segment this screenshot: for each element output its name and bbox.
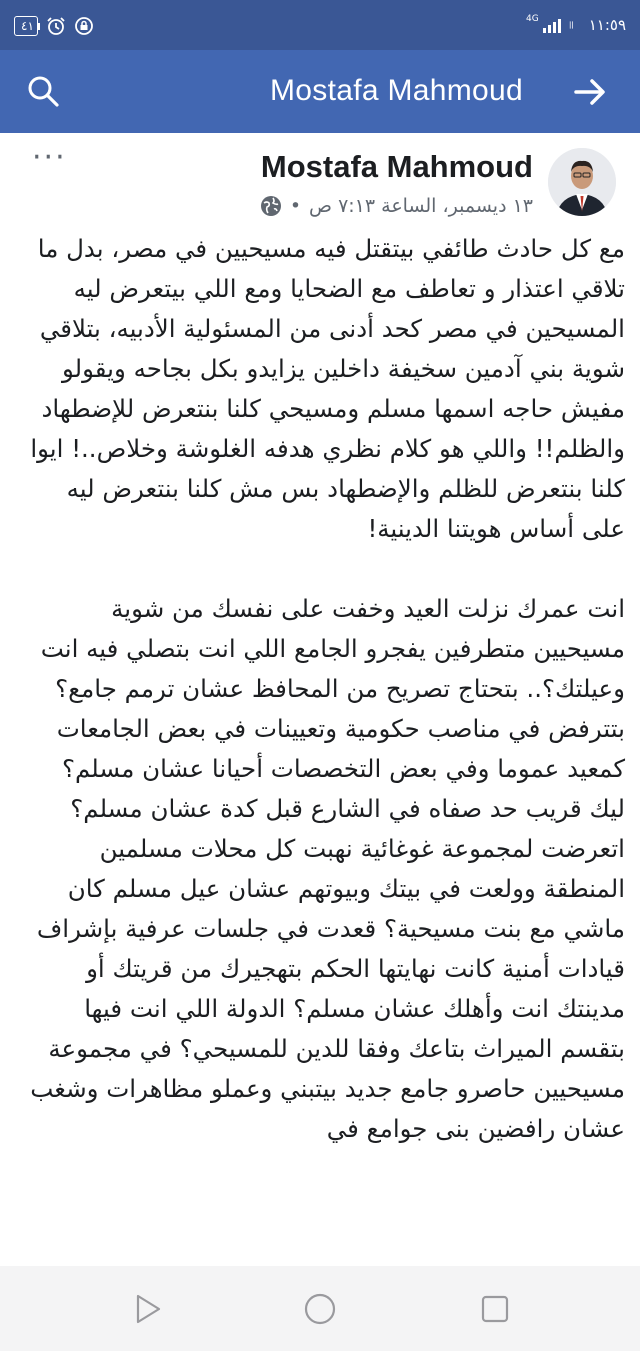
- post-body: [20, 229, 625, 1189]
- battery-level: ٤١: [21, 18, 34, 33]
- more-options-button[interactable]: ···: [32, 140, 67, 175]
- network-type: 4G: [526, 14, 539, 24]
- post-paragraph: انت عمرك نزلت العيد وخفت على نفسك من شوية مسيحيين متطرفين يفجرو الجامع اللي انت بتصلي فيه انت وعيلتك؟.. بتحتاج تصريح من المحافظ عشان ترمم جامع؟ بتترفض في مناصب حكومية وتعيينات في بعض الجامعات كمعيد عموما وفي بعض التخصصات أحيانا عشان مسلم؟ ليك قريب حد صفاه في الشارع قبل كدة عشان مسلم؟ اتعرضت لمجموعة غوغائية نهبت كل محلات مسلمين المنطقة وولعت في بيتك وبيوتهم عشان عيل مسلم كان ماشي مع بنت مسيحية؟ قعدت في جلسات عرفية بإشراف قيادات أمنية كانت نهايتها الحكم بتهجيرك من قريتك أو مدينتك انت وأهلك عشان مسلم؟ الدولة اللي انت فيها بتقسم الميراث بتاعك وفقا للدين للمسيحي؟ في مجموعة مسيحيين حاصرو جامع جديد بيتبني وعملو مظاهرات وشغب عشان رافضين بنى جوامع في: [30, 594, 625, 1143]
- meta-separator: •: [289, 195, 302, 217]
- post-card: [0, 133, 640, 1266]
- status-right-icons: [526, 15, 626, 35]
- back-triangle-icon[interactable]: [130, 1292, 164, 1326]
- avatar-image: [548, 148, 616, 216]
- home-circle-icon[interactable]: [303, 1292, 337, 1326]
- post-author-name[interactable]: Mostafa Mahmoud: [260, 149, 533, 184]
- arrow-right-icon[interactable]: [570, 72, 610, 112]
- clock: ١١:٥٩: [588, 16, 626, 34]
- recents-square-icon[interactable]: [478, 1292, 512, 1326]
- battery-icon: [14, 16, 38, 36]
- author-avatar[interactable]: [548, 148, 616, 216]
- lock-rotation-icon: [74, 16, 94, 36]
- app-header: [0, 50, 640, 133]
- status-left-icons: [14, 16, 94, 36]
- globe-icon: [260, 195, 282, 217]
- signal-icon: [543, 17, 561, 33]
- wifi-off-icon: [569, 15, 581, 35]
- post-timestamp[interactable]: ١٣ ديسمبر، الساعة ٧:١٣ ص: [309, 195, 533, 217]
- search-icon[interactable]: [26, 74, 60, 108]
- alarm-icon: [46, 16, 66, 36]
- header-title: Mostafa Mahmoud: [270, 74, 523, 107]
- post-paragraph: مع كل حادث طائفي بيتقتل فيه مسيحيين في مصر، بدل ما تلاقي اعتذار و تعاطف مع الضحايا ومع اللي بيتعرض ليه المسيحين في مصر كحد أدنى من المسئولية الأدبيه، بتلاقي شوية بني آدمين سخيفة داخلين يزايدو بكل بجاحه ويقولو مفيش حاجه اسمها مسلم ومسيحي كلنا بنتعرض للإضطهاد والظلم!! واللي هو كلام نظري هدفه الغلوشة وخلاص..! ايوا كلنا بنتعرض للظلم والإضطهاد بس مش كلنا بنتعرض ليه على أساس هويتنا الدينية!: [30, 234, 625, 543]
- status-bar: [0, 0, 640, 50]
- post-meta: [260, 195, 533, 217]
- system-nav-bar: [0, 1266, 640, 1351]
